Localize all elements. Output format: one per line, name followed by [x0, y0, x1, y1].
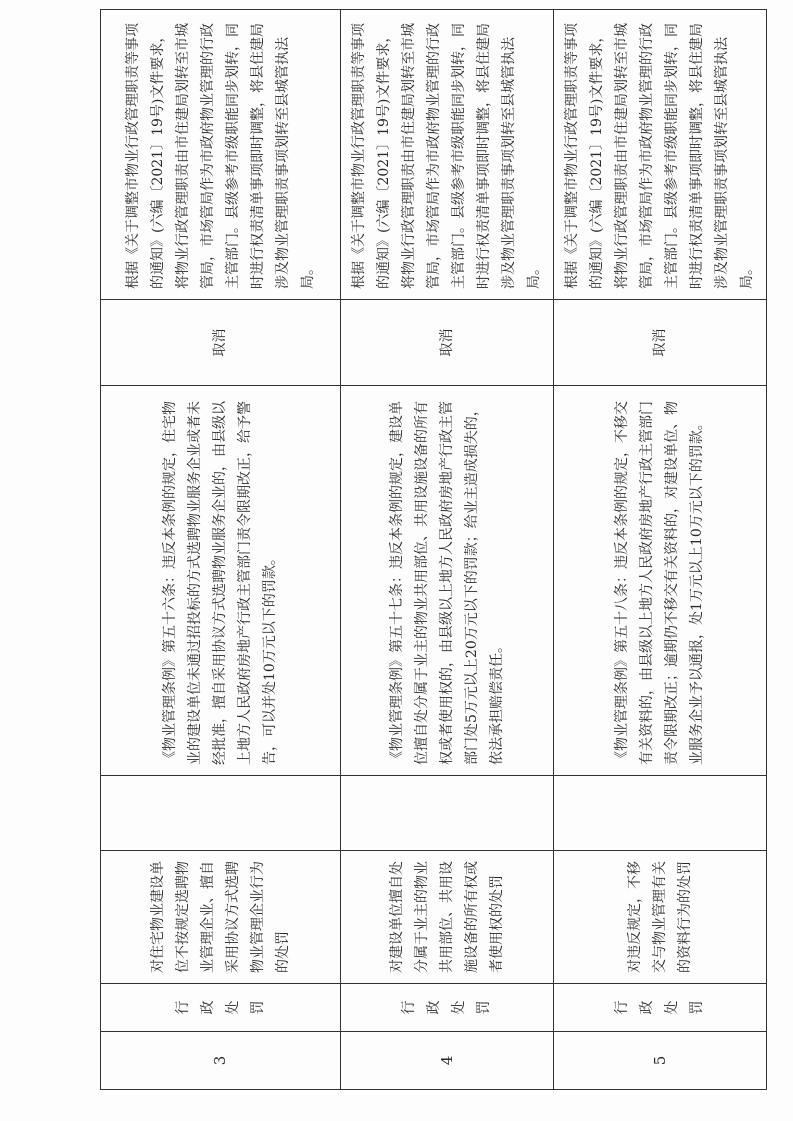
table-row — [101, 10, 341, 1090]
remark: 根据《关于调整市物业行政管理职责等事项的通知》(六编〔2021〕19号)文件要求，将物业行政管理职责由市住建局划转至市城管局，市场管局作为市政府物业管理的行政主管部门。县级参考市级职能同步划转，同时进行权责清单事项即时调整，将县住建局涉及物业管理职责事项划转至县城管执法局。 — [101, 10, 341, 300]
permissions-table — [100, 9, 767, 1090]
item-type: 行政处罚 — [554, 984, 767, 1032]
item-type: 行政处罚 — [341, 984, 554, 1032]
legal-basis: 《物业管理条例》第五十六条：违反本条例的规定，住宅物业的建设单位未通过招投标的方式选聘物业服务企业或者未经批准，擅自采用协议方式选聘物业服务企业的，由县级以上地方人民政府房地产行政主管部门责令限期改正，给予警告，可以并处10万元以下的罚款。 — [101, 386, 341, 776]
remark: 根据《关于调整市物业行政管理职责等事项的通知》(六编〔2021〕19号)文件要求，将物业行政管理职责由市住建局划转至市城管局，市场管局作为市政府物业管理的行政主管部门。县级参考市级职能同步划转，同时进行权责清单事项即时调整，将县住建局涉及物业管理职责事项划转至县城管执法局。 — [341, 10, 554, 300]
row-number: 5 — [554, 1032, 767, 1090]
legal-basis: 《物业管理条例》第五十七条：违反本条例的规定，建设单位擅自处分属于业主的物业共用部位、共用设施设备的所有权或者使用权的，由县级以上地方人民政府房地产行政主管部门处5万元以上20万元以下的罚款；给业主造成损失的，依法承担赔偿责任。 — [341, 386, 554, 776]
item-name: 对违反规定，不移交与物业管理有关的资料行为的处罚 — [554, 851, 767, 984]
item-code — [554, 776, 767, 851]
item-name: 对建设单位擅自处分属于业主的物业共用部位、共用设施设备的所有权或者使用权的处罚 — [341, 851, 554, 984]
adjustment-action: 取消 — [101, 300, 341, 386]
adjustment-action: 取消 — [341, 300, 554, 386]
legal-basis: 《物业管理条例》第五十八条：违反本条例的规定，不移交有关资料的，由县级以上地方人民政府房地产行政主管部门责令限期改正；逾期仍不移交有关资料的，对建设单位、物业服务企业予以通报，处1万元以上10万元以下的罚款。 — [554, 386, 767, 776]
row-number: 4 — [341, 1032, 554, 1090]
rotated-table-container — [100, 10, 755, 1090]
remark: 根据《关于调整市物业行政管理职责等事项的通知》(六编〔2021〕19号)文件要求，将物业行政管理职责由市住建局划转至市城管局，市场管局作为市政府物业管理的行政主管部门。县级参考市级职能同步划转，同时进行权责清单事项即时调整，将县住建局涉及物业管理职责事项划转至县城管执法局。 — [554, 10, 767, 300]
item-code — [101, 776, 341, 851]
table-row — [341, 10, 554, 1090]
adjustment-action: 取消 — [554, 300, 767, 386]
table-row — [554, 10, 767, 1090]
item-code — [341, 776, 554, 851]
item-name: 对住宅物业建设单位不按规定选聘物业管理企业、擅自采用协议方式选聘物业管理企业行为的处罚 — [101, 851, 341, 984]
row-number: 3 — [101, 1032, 341, 1090]
item-type: 行政处罚 — [101, 984, 341, 1032]
